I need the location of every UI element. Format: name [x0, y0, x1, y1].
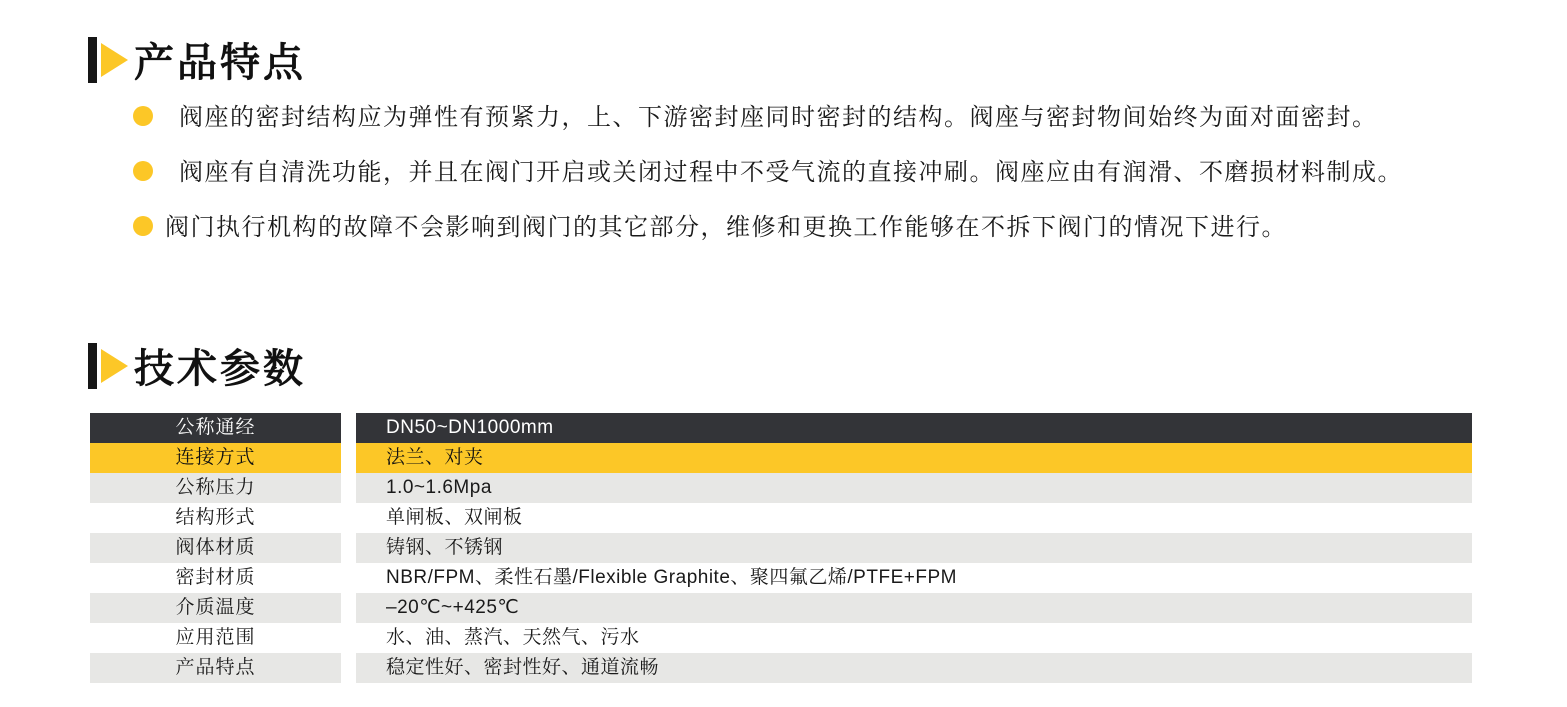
spec-label: 结构形式 [90, 503, 341, 533]
heading-bar-icon [88, 37, 97, 83]
spec-label: 应用范围 [90, 623, 341, 653]
heading-marker-icon [88, 343, 134, 389]
spec-label: 公称通经 [90, 413, 341, 443]
spec-value: 铸钢、不锈钢 [356, 533, 1472, 563]
table-row [90, 533, 1472, 563]
column-gap [341, 653, 356, 683]
table-row [90, 503, 1472, 533]
spec-value: 单闸板、双闸板 [356, 503, 1472, 533]
column-gap [341, 623, 356, 653]
feature-bullet-3-text: 阀门执行机构的故障不会影响到阀门的其它部分，维修和更换工作能够在不拆下阀门的情况下进行。 [165, 214, 1287, 241]
bullet-dot-icon [133, 216, 153, 236]
section-heading-features [88, 31, 306, 88]
column-gap [341, 533, 356, 563]
heading-triangle-icon [101, 349, 128, 383]
column-gap [341, 413, 356, 443]
feature-bullet-2 [133, 151, 1475, 194]
table-row [90, 443, 1472, 473]
spec-value: DN50~DN1000mm [356, 413, 1472, 443]
spec-value: 水、油、蒸汽、天然气、污水 [356, 623, 1472, 653]
section-heading-specs [88, 337, 306, 394]
bullet-dot-icon [133, 106, 153, 126]
table-row [90, 623, 1472, 653]
table-row [90, 593, 1472, 623]
spec-label: 连接方式 [90, 443, 341, 473]
spec-value: 法兰、对夹 [356, 443, 1472, 473]
spec-value: 稳定性好、密封性好、通道流畅 [356, 653, 1472, 683]
column-gap [341, 503, 356, 533]
spec-value: NBR/FPM、柔性石墨/Flexible Graphite、聚四氟乙烯/PTFE+FPM [356, 563, 1472, 593]
column-gap [341, 593, 356, 623]
column-gap [341, 443, 356, 473]
heading-bar-icon [88, 343, 97, 389]
feature-bullet-2-text: 阀座有自清洗功能，并且在阀门开启或关闭过程中不受气流的直接冲刷。阀座应由有润滑、不磨损材料制成。 [179, 159, 1403, 186]
table-row [90, 653, 1472, 683]
table-row [90, 413, 1472, 443]
spec-value: –20℃~+425℃ [356, 593, 1472, 623]
specs-heading-title: 技术参数 [134, 347, 306, 391]
feature-bullet-list [133, 96, 1475, 261]
spec-label: 公称压力 [90, 473, 341, 503]
table-row [90, 473, 1472, 503]
feature-bullet-1 [133, 96, 1475, 139]
spec-label: 产品特点 [90, 653, 341, 683]
feature-bullet-1-text: 阀座的密封结构应为弹性有预紧力，上、下游密封座同时密封的结构。阀座与密封物间始终为面对面密封。 [179, 104, 1378, 131]
heading-marker-icon [88, 37, 134, 83]
heading-triangle-icon [101, 43, 128, 77]
spec-label: 密封材质 [90, 563, 341, 593]
spec-value: 1.0~1.6Mpa [356, 473, 1472, 503]
spec-table [90, 413, 1472, 683]
spec-label: 阀体材质 [90, 533, 341, 563]
feature-bullet-3 [133, 206, 1475, 249]
bullet-dot-icon [133, 161, 153, 181]
column-gap [341, 473, 356, 503]
features-heading-title: 产品特点 [134, 41, 306, 85]
spec-label: 介质温度 [90, 593, 341, 623]
table-row [90, 563, 1472, 593]
column-gap [341, 563, 356, 593]
